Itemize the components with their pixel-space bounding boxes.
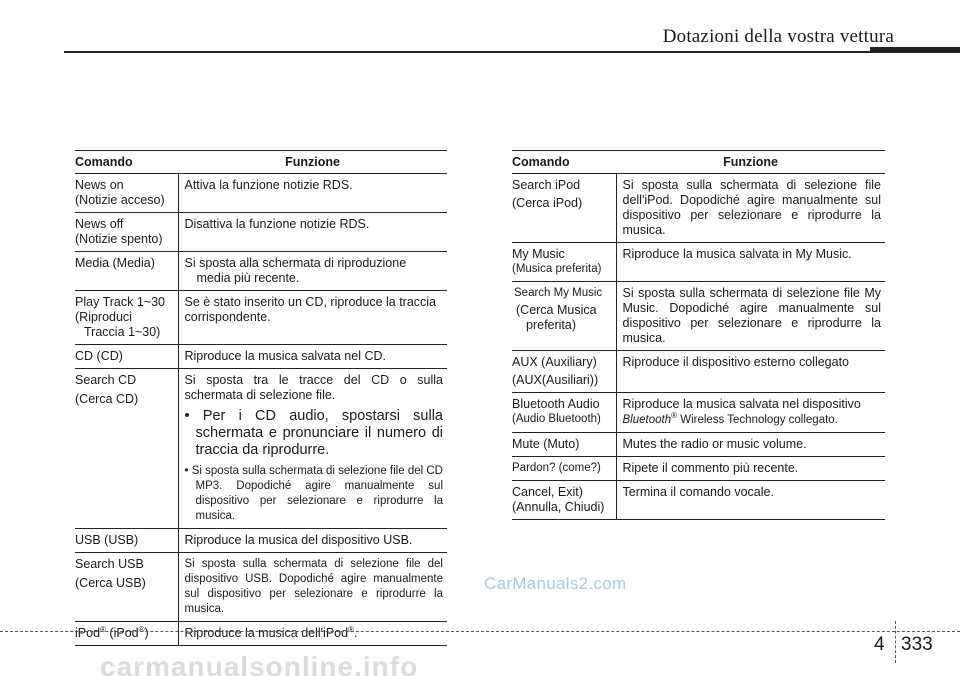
function-cell: Riproduce la musica del dispositivo USB. [178, 529, 447, 553]
function-cell: Riproduce la musica salvata in My Music. [616, 243, 885, 282]
bullet-item: • Per i CD audio, spostarsi sulla schermata e pronunciare il numero di traccia da riprodurre. [184, 408, 443, 458]
table-row [75, 369, 447, 529]
function-cell: Riproduce la musica dell'iPod®. [178, 622, 447, 646]
bullet-item: • Si sposta sulla schermata di selezione file del CD MP3. Dopodiché agire manualmente sul dispositivo per selezionare e riprodurre la musica. [184, 465, 443, 522]
table-row [512, 457, 885, 481]
watermark-link[interactable]: CarManuals2.com [484, 574, 627, 593]
command-cell: Media (Media) [75, 252, 178, 291]
footer-rule [0, 631, 960, 632]
function-cell: Riproduce la musica salvata nel CD. [178, 345, 447, 369]
table-row [512, 433, 885, 457]
table-row [75, 553, 447, 622]
table-row [75, 345, 447, 369]
header-rule [64, 51, 870, 53]
table-row [512, 393, 885, 433]
column-header-function: Funzione [178, 151, 447, 174]
page-header-title: Dotazioni della vostra vettura [662, 26, 894, 47]
right-command-table [512, 150, 885, 520]
table-row [75, 291, 447, 345]
function-cell: Attiva la funzione notizie RDS. [178, 174, 447, 213]
header-rule-accent [870, 47, 960, 53]
function-cell: Se è stato inserito un CD, riproduce la traccia corrispondente. [178, 291, 447, 345]
table-row [512, 282, 885, 351]
chapter-number: 4 [874, 634, 885, 655]
command-cell: My Music (Musica preferita) [512, 243, 616, 282]
command-cell: AUX (Auxiliary) (AUX(Ausiliari)) [512, 351, 616, 393]
table-row [75, 213, 447, 252]
command-cell: Search My Music (Cerca Musica preferita) [512, 282, 616, 351]
function-cell: Si sposta sulla schermata di selezione file My Music. Dopodiché agire manualmente sul dispositivo per selezionare e riprodurre la musica. [616, 282, 885, 351]
left-command-table [75, 150, 447, 646]
command-cell: Cancel, Exit) (Annulla, Chiudi) [512, 481, 616, 520]
table-row [512, 481, 885, 520]
command-cell: Search CD (Cerca CD) [75, 369, 178, 529]
command-cell: iPod® (iPod®) [75, 622, 178, 646]
function-cell: Riproduce la musica salvata nel dispositivo Bluetooth® Wireless Technology collegato. [616, 393, 885, 433]
command-cell: News off (Notizie spento) [75, 213, 178, 252]
function-cell: Ripete il commento più recente. [616, 457, 885, 481]
command-cell: Search iPod (Cerca iPod) [512, 174, 616, 243]
table-row [75, 174, 447, 213]
column-header-function: Funzione [616, 151, 885, 174]
function-cell: Termina il comando vocale. [616, 481, 885, 520]
table-header-row [512, 151, 885, 174]
table-row [512, 351, 885, 393]
column-header-command: Comando [512, 151, 616, 174]
function-cell: Disattiva la funzione notizie RDS. [178, 213, 447, 252]
function-cell: Si sposta tra le tracce del CD o sulla schermata di selezione file. • Per i CD audio, spostarsi sulla schermata e pronunciare il numero di traccia da riprodurre. • Si sposta sulla schermata di selezione file del CD MP3. Dopodiché agire manualmente sul dispositivo per selezionare e riprodurre la musica. [178, 369, 447, 529]
table-header-row [75, 151, 447, 174]
function-cell: Mutes the radio or music volume. [616, 433, 885, 457]
command-cell: Bluetooth Audio (Audio Bluetooth) [512, 393, 616, 433]
table-row [75, 622, 447, 646]
command-cell: USB (USB) [75, 529, 178, 553]
command-cell: Mute (Muto) [512, 433, 616, 457]
command-cell: Search USB (Cerca USB) [75, 553, 178, 622]
command-cell: News on (Notizie acceso) [75, 174, 178, 213]
column-header-command: Comando [75, 151, 178, 174]
function-cell: Si sposta sulla schermata di selezione file dell'iPod. Dopodiché agire manualmente sul dispositivo per selezionare e riprodurre la musica. [616, 174, 885, 243]
table-row [512, 243, 885, 282]
table-row [512, 174, 885, 243]
command-cell: CD (CD) [75, 345, 178, 369]
bottom-watermark: carmanualsonline.info [100, 651, 419, 676]
command-cell: Play Track 1~30 (Riproduci Traccia 1~30) [75, 291, 178, 345]
table-row [75, 252, 447, 291]
command-cell: Pardon? (come?) [512, 457, 616, 481]
function-cell: Riproduce il dispositivo esterno collegato [616, 351, 885, 393]
function-cell: Si sposta sulla schermata di selezione file del dispositivo USB. Dopodiché agire manualmente sul dispositivo per selezionare e riprodurre la musica. [178, 553, 447, 622]
table-row [75, 529, 447, 553]
function-cell: Si sposta alla schermata di riproduzione media più recente. [178, 252, 447, 291]
page-number: 333 [901, 634, 933, 655]
